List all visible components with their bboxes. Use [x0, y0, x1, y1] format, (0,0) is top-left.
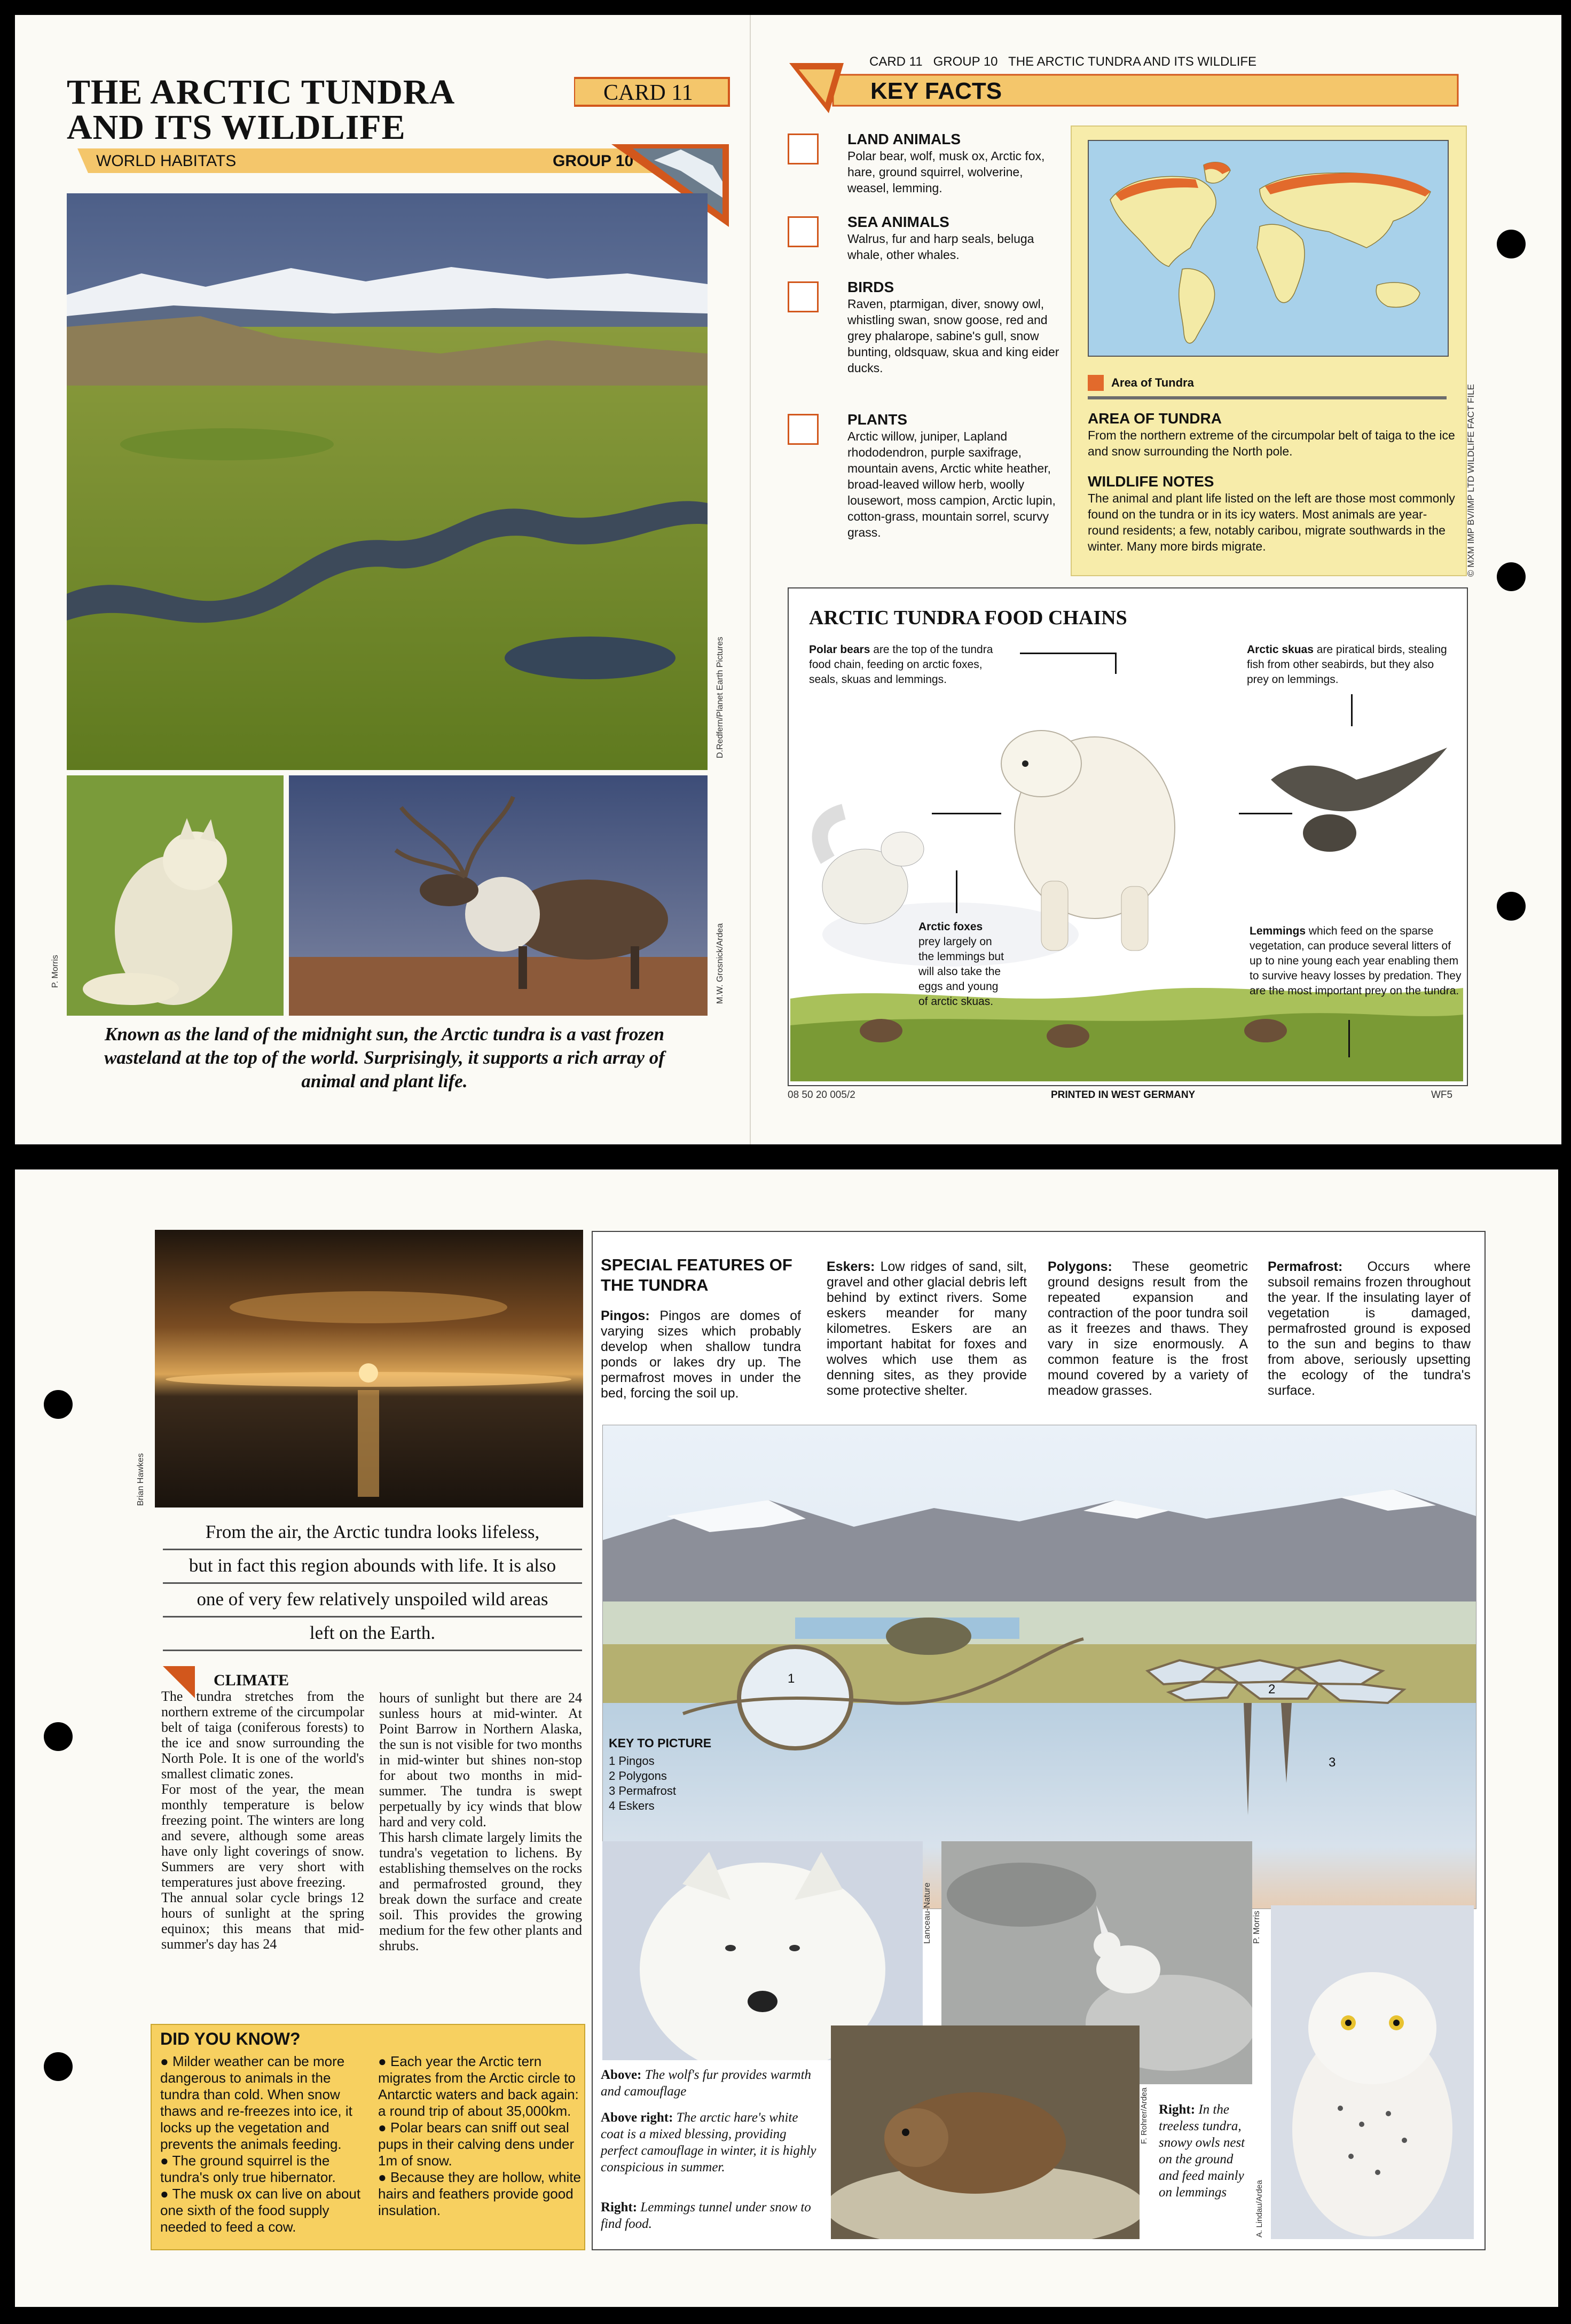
binder-hole [1497, 562, 1526, 591]
caribou-photo [289, 775, 708, 1016]
sea-animals-icon [788, 216, 819, 247]
owl-photo-credit: A. Lindau/Ardea [1255, 2180, 1264, 2237]
climate-title: CLIMATE [214, 1671, 289, 1689]
legend-label: Area of Tundra [1111, 376, 1194, 389]
area-of-tundra [1088, 410, 1456, 459]
dyk-item: ● Each year the Arctic tern migrates from the Arctic circle to Antarctic waters and back again: a round trip of about 35,000km. [378, 2053, 579, 2119]
land-animals-icon [788, 134, 819, 164]
dyk-item: ● The musk ox can live on about one sixth of the food supply needed to feed a cow. [160, 2186, 361, 2235]
climate-col1: The tundra stretches from the northern extreme of the circumpolar belt of taiga (coniferous forests) to the ice and snow surrounding the North Pole. It is one of the world's smallest climatic zones. For most of the year, the mean monthly temperature is below freezing point. The winters are long and severe, although some areas have only light coverings of snow. Summers are very short with temperatures just above freezing. The annual solar cycle brings 12 hours of sunlight at the spring equinox; this means that mid-summer's day has 24 [161, 1689, 364, 1952]
notes-title: WILDLIFE NOTES [1088, 473, 1214, 490]
dyk-title: DID YOU KNOW? [160, 2029, 301, 2048]
fact-plants: PLANTS Arctic willow, juniper, Lapland rhododendron, purple saxifrage, mountain avens, Arctic white heather, broad-leaved willow herb, woolly lousewort, moss campion, Arctic lupin, cotton-grass, mountain sorrel, scurvy grass. [788, 411, 1065, 540]
connector-line [956, 870, 957, 913]
connector-line [1351, 694, 1353, 726]
diagram-label-1: 1 [788, 1671, 795, 1686]
connector-line [1348, 1020, 1350, 1057]
binder-hole [1497, 892, 1526, 921]
footer-wf: WF5 [1431, 1089, 1453, 1101]
map-divider [1088, 396, 1447, 399]
caption-hare: Above right: The arctic hare's white coat is a mixed blessing, providing perfect camouflage in winter, it is highly conspicious in summer. [601, 2110, 816, 2174]
fc-arctic-skuas: Arctic skuas are piratical birds, stealing fish from other seabirds, but they also prey on lemmings. [1247, 643, 1447, 686]
wildlife-notes [1088, 473, 1456, 554]
hare-photo-credit: Lanceau-Nature [923, 1882, 932, 1944]
card-title: THE ARCTIC TUNDRA AND ITS WILDLIFE [67, 73, 455, 147]
sunset-photo-credit: Brian Hawkes [136, 1453, 145, 1506]
caption-owl: Right: In the treeless tundra, snowy owls nest on the ground and feed mainly on lemmings [1159, 2102, 1245, 2200]
connector-line [1020, 653, 1116, 654]
dyk-col2 [378, 2053, 581, 2219]
feature-eskers: Eskers: Low ridges of sand, silt, gravel and other glacial debris left behind by extinct rivers. Some eskers meander for many kilometres. Eskers are an important habitat for foxes and wolves which use them as denning sites, as they provide some protective shelter. [827, 1259, 1027, 1398]
group-label: GROUP 10 [553, 152, 634, 170]
binder-hole [44, 1390, 73, 1419]
special-title: SPECIAL FEATURES OF THE TUNDRA [601, 1255, 792, 1294]
footer-code: 08 50 20 005/2 [788, 1089, 855, 1101]
dyk-item: ● Because they are hollow, white hairs and feathers provide good insulation. [378, 2169, 581, 2218]
world-map [1088, 140, 1449, 357]
tundra-landscape-photo [67, 193, 708, 770]
copyright-notice: © MXM IMP BV/IMP LTD WILDLIFE FACT FILE [1466, 384, 1476, 577]
area-title: AREA OF TUNDRA [1088, 410, 1222, 427]
intro-text: Known as the land of the midnight sun, the Arctic tundra is a vast frozen wasteland at the top of the world. Surprisingly, it supports a rich array of animal and plant life. [104, 1024, 665, 1092]
lemming-photo [831, 2025, 1140, 2239]
tundra-cross-section-diagram [602, 1425, 1476, 1909]
climate-col2: hours of sunlight but there are 24 sunless hours at mid-winter. At Point Barrow in Northern Alaska, the sun is not visible for two months in mid-winter but shines non-stop for about two months in mid-summer. The tundra is swept perpetually by icy winds that blow hard and very cold. This harsh climate largely limits the tundra's vegetation to lichens. By establishing themselves on the rocks and permafrosted ground, they break down the surface and create soil. This provides the growing medium for the few other plants and shrubs. [379, 1690, 582, 1953]
tundra-sunset-photo [155, 1230, 583, 1508]
binder-hole [1497, 230, 1526, 258]
fact-sea-animals: SEA ANIMALS Walrus, fur and harp seals, beluga whale, other whales. [788, 214, 1065, 263]
food-chain-title: ARCTIC TUNDRA FOOD CHAINS [809, 607, 1127, 629]
owl-top-photo-credit: P. Morris [1252, 1911, 1261, 1944]
caption-lemming: Right: Lemmings tunnel under snow to find food. [601, 2200, 811, 2231]
food-chain-illustration [790, 657, 1463, 1081]
series-label: WORLD HABITATS [96, 152, 237, 170]
feature-polygons: Polygons: These geometric ground designs result from the repeated expansion and contraction of the poor tundra soil as it freezes and thaws. They vary in size enormously. A common feature is the frost mound covered by a variety of meadow grasses. [1048, 1259, 1248, 1398]
arctic-fox-photo [67, 775, 284, 1016]
caption-wolf: Above: The wolf's fur provides warmth and camouflage [601, 2068, 812, 2099]
pull-quote: From the air, the Arctic tundra looks lifeless, but in fact this region abounds with life. It is also one of very few relatively unspoiled wild areas left on the Earth. [163, 1517, 582, 1651]
key-facts-bar [785, 60, 1463, 113]
connector-line [1115, 653, 1117, 674]
key-facts-title: KEY FACTS [870, 78, 1002, 104]
fc-arctic-foxes: Arctic foxes prey largely on the lemmings but will also take the eggs and young of arctic skuas. [918, 921, 1004, 1008]
birds-icon [788, 281, 819, 312]
legend-swatch [1088, 375, 1104, 391]
main-photo-credit: D.Redfern/Planet Earth Pictures [716, 637, 725, 758]
connector-line [1239, 813, 1292, 814]
series-bar [67, 148, 659, 173]
fc-lemmings: Lemmings which feed on the sparse vegetation, can produce several litters of up to nine young each year enabling them to survive heavy losses by predation. They are the most important prey on the tundra. [1250, 925, 1462, 997]
caribou-photo-credit: M.W. Grosnick/Ardea [716, 923, 725, 1004]
binder-hole [44, 1722, 73, 1751]
header-strip: CARD 11 GROUP 10 THE ARCTIC TUNDRA AND ITS WILDLIFE [869, 54, 1257, 69]
key-to-picture: KEY TO PICTURE 1 Pingos 2 Polygons 3 Permafrost 4 Eskers [609, 1736, 712, 1812]
fact-land-animals: LAND ANIMALS Polar bear, wolf, musk ox, Arctic fox, hare, ground squirrel, wolverine, weasel, lemming. [788, 131, 1065, 196]
notes-text: The animal and plant life listed on the left are those most commonly found on the tundra or in its icy waters. Most animals are year-round residents; a few, notably caribou, migrate southwards in the winter. Many more birds migrate. [1088, 491, 1455, 553]
lemming-photo-credit: F. Rohrer/Ardea [1140, 2087, 1149, 2144]
footer-printed: PRINTED IN WEST GERMANY [1051, 1089, 1196, 1101]
fc-polar-bears: Polar bears are the top of the tundra food chain, feeding on arctic foxes, seals, skuas and lemmings. [809, 643, 993, 686]
dyk-item: ● Milder weather can be more dangerous to animals in the tundra than cold. When snow thaws and re-freezes into ice, it locks up the vegetation and prevents the animals feeding. [160, 2053, 352, 2152]
diagram-label-3: 3 [1329, 1755, 1336, 1770]
plants-icon [788, 414, 819, 445]
area-text: From the northern extreme of the circumpolar belt of taiga to the ice and snow surrounding the North pole. [1088, 428, 1455, 458]
dyk-item: ● The ground squirrel is the tundra's only true hibernator. [160, 2153, 336, 2185]
dyk-item: ● Polar bears can sniff out seal pups in their calving dens under 1m of snow. [378, 2119, 575, 2169]
snowy-owl-photo [1271, 1905, 1474, 2239]
diagram-label-2: 2 [1268, 1682, 1276, 1697]
feature-pingos: Pingos: Pingos are domes of varying sizes which probably develop when shallow tundra ponds or lakes dry up. The permafrost moves in under the bed, forcing the soil up. [601, 1308, 801, 1401]
connector-line [932, 813, 1001, 814]
card-number: CARD 11 [603, 81, 693, 105]
fact-birds: BIRDS Raven, ptarmigan, diver, snowy owl, whistling swan, snow goose, red and grey phalarope, sabine's gull, snow bunting, oldsquaw, skua and king eider ducks. [788, 279, 1065, 376]
fox-photo-credit: P. Morris [51, 955, 60, 988]
dyk-col1 [160, 2053, 366, 2235]
binder-hole [44, 2052, 73, 2081]
feature-permafrost: Permafrost: Occurs where subsoil remains frozen throughout the year. If the insulating layer of vegetation is damaged, permafrosted ground is exposed to the sun and begins to thaw from above, seriously upsetting the ecology of the tundra's surface. [1268, 1259, 1471, 1398]
